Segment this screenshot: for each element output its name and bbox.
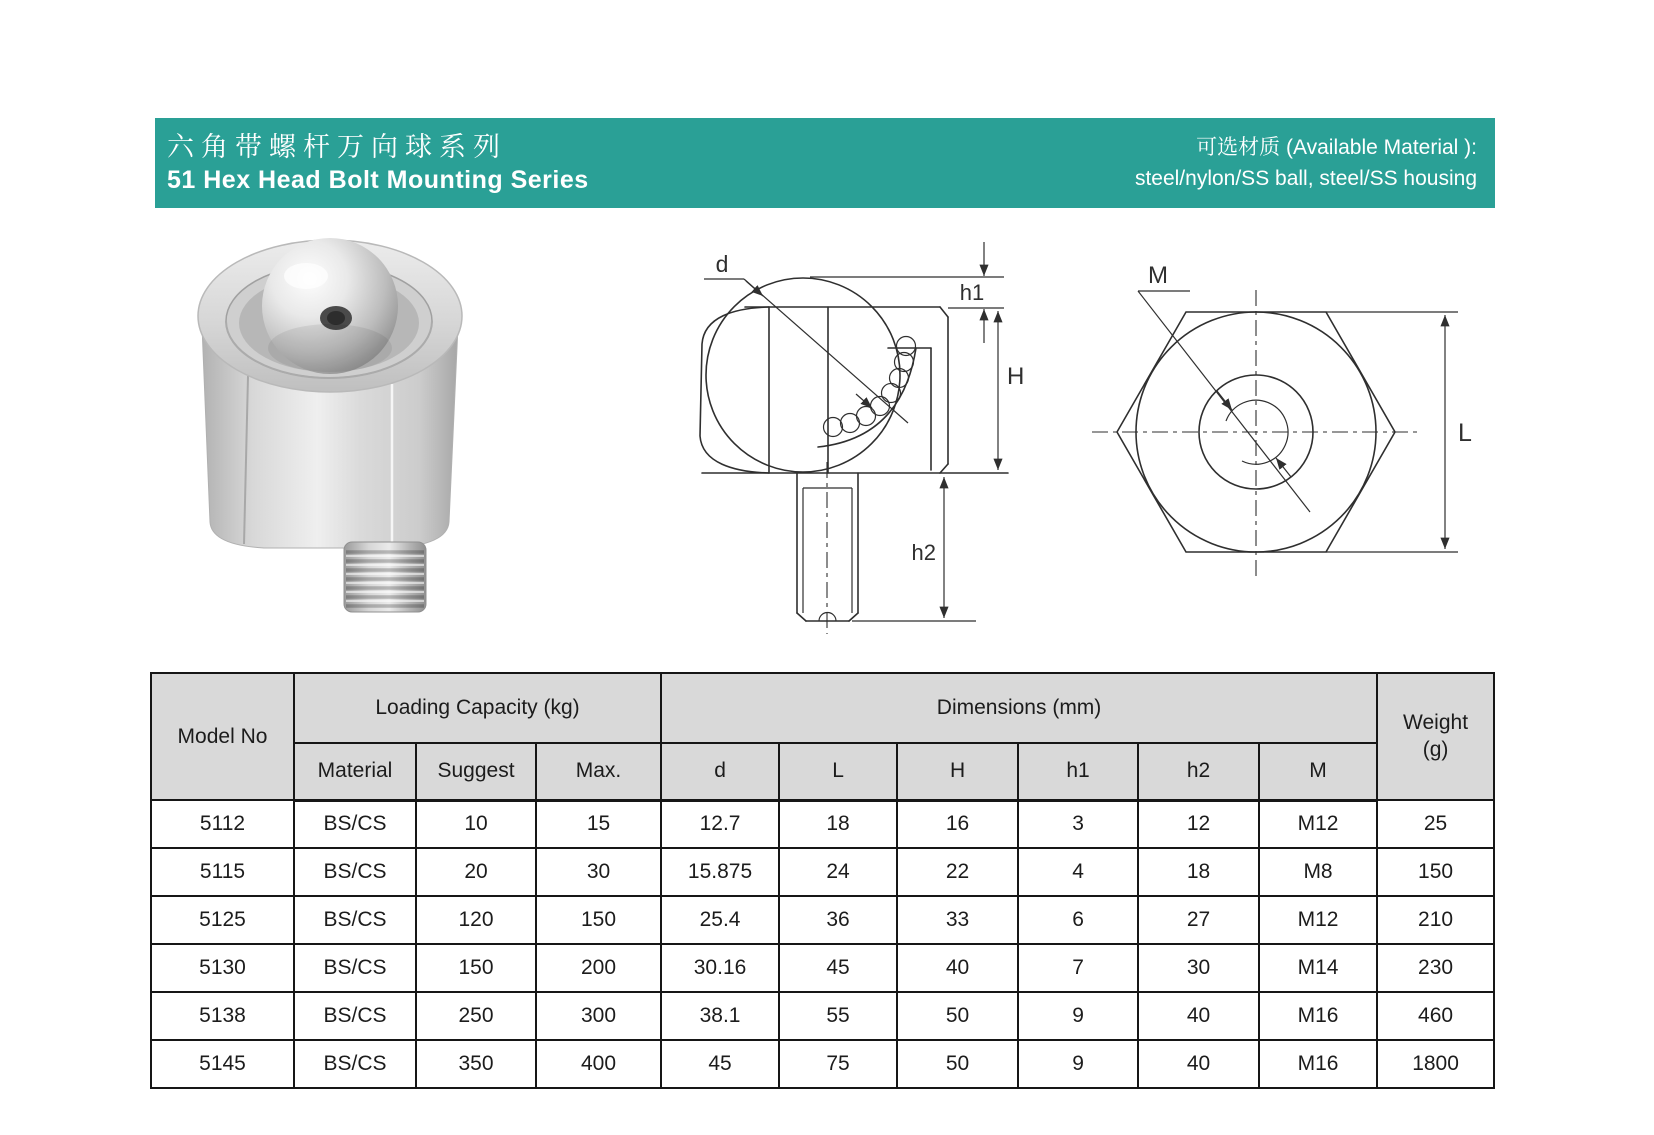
cell-suggest: 10 (416, 800, 536, 848)
cell-max: 150 (536, 896, 661, 944)
table-row (151, 944, 1494, 992)
header-L: L (779, 743, 897, 800)
photo-stud (344, 542, 426, 612)
header-h1: h1 (1018, 743, 1138, 800)
cell-h1: 6 (1018, 896, 1138, 944)
table-row (151, 896, 1494, 944)
cell-h1: 9 (1018, 992, 1138, 1040)
dim-label-d: d (715, 251, 729, 277)
cell-material: BS/CS (294, 896, 416, 944)
cell-h2: 40 (1138, 1040, 1259, 1088)
series-title-zh: 六角带螺杆万向球系列 (167, 131, 507, 162)
spec-table (150, 672, 1495, 1089)
cell-h1: 9 (1018, 1040, 1138, 1088)
dim-label-h2: h2 (911, 540, 936, 565)
series-titles (167, 132, 589, 195)
table-row (151, 992, 1494, 1040)
cell-d: 15.875 (661, 848, 779, 896)
cell-max: 30 (536, 848, 661, 896)
cell-h2: 30 (1138, 944, 1259, 992)
cell-d: 25.4 (661, 896, 779, 944)
cell-model: 5115 (151, 848, 294, 896)
top-view-drawing (1080, 250, 1510, 590)
cell-weight: 150 (1377, 848, 1494, 896)
cell-d: 30.16 (661, 944, 779, 992)
cell-M: M8 (1259, 848, 1377, 896)
cell-L: 24 (779, 848, 897, 896)
table-row (151, 1040, 1494, 1088)
header-d: d (661, 743, 779, 800)
dim-label-H: H (1007, 363, 1025, 390)
cell-material: BS/CS (294, 944, 416, 992)
cell-weight: 1800 (1377, 1040, 1494, 1088)
table-row (151, 848, 1494, 896)
cell-H: 16 (897, 800, 1018, 848)
dim-label-M: M (1148, 262, 1168, 289)
cell-model: 5145 (151, 1040, 294, 1088)
header-band (155, 118, 1495, 208)
header-weight-line2: (g) (1422, 737, 1449, 761)
cell-L: 55 (779, 992, 897, 1040)
material-label: 可选材质 (Available Material ): (1196, 136, 1477, 160)
cell-material: BS/CS (294, 992, 416, 1040)
product-photo (186, 226, 476, 621)
cell-h2: 12 (1138, 800, 1259, 848)
cell-weight: 460 (1377, 992, 1494, 1040)
cell-max: 300 (536, 992, 661, 1040)
cell-model: 5125 (151, 896, 294, 944)
material-value: steel/nylon/SS ball, steel/SS housing (1134, 166, 1477, 190)
cell-L: 75 (779, 1040, 897, 1088)
dim-label-L: L (1458, 419, 1472, 447)
cell-weight: 210 (1377, 896, 1494, 944)
cell-L: 45 (779, 944, 897, 992)
cell-L: 36 (779, 896, 897, 944)
cell-h1: 3 (1018, 800, 1138, 848)
cell-material: BS/CS (294, 800, 416, 848)
cell-h1: 7 (1018, 944, 1138, 992)
cell-suggest: 250 (416, 992, 536, 1040)
series-title-en: 51 Hex Head Bolt Mounting Series (167, 165, 589, 194)
cell-H: 50 (897, 992, 1018, 1040)
cell-H: 50 (897, 1040, 1018, 1088)
cell-suggest: 120 (416, 896, 536, 944)
dim-label-h1: h1 (959, 280, 985, 305)
cell-H: 40 (897, 944, 1018, 992)
cell-model: 5130 (151, 944, 294, 992)
cell-weight: 25 (1377, 800, 1494, 848)
cell-M: M16 (1259, 1040, 1377, 1088)
table-row (151, 800, 1494, 848)
cell-M: M16 (1259, 992, 1377, 1040)
cell-suggest: 350 (416, 1040, 536, 1088)
cell-h2: 40 (1138, 992, 1259, 1040)
cell-material: BS/CS (294, 1040, 416, 1088)
header-max: Max. (536, 743, 661, 800)
cell-M: M14 (1259, 944, 1377, 992)
cell-weight: 230 (1377, 944, 1494, 992)
header-M: M (1259, 743, 1377, 800)
cell-model: 5138 (151, 992, 294, 1040)
header-suggest: Suggest (416, 743, 536, 800)
cell-suggest: 20 (416, 848, 536, 896)
cell-H: 22 (897, 848, 1018, 896)
header-loading-capacity: Loading Capacity (kg) (294, 673, 661, 743)
cell-L: 18 (779, 800, 897, 848)
cell-suggest: 150 (416, 944, 536, 992)
cell-d: 12.7 (661, 800, 779, 848)
cell-model: 5112 (151, 800, 294, 848)
cell-material: BS/CS (294, 848, 416, 896)
header-h2: h2 (1138, 743, 1259, 800)
header-model-no: Model No (151, 673, 294, 800)
cell-M: M12 (1259, 800, 1377, 848)
table-body (151, 800, 1494, 1088)
cell-h2: 27 (1138, 896, 1259, 944)
cell-max: 400 (536, 1040, 661, 1088)
header-material: Material (294, 743, 416, 800)
cell-d: 38.1 (661, 992, 779, 1040)
cell-max: 200 (536, 944, 661, 992)
cell-H: 33 (897, 896, 1018, 944)
small-balls (824, 337, 916, 437)
header-H: H (897, 743, 1018, 800)
cell-max: 15 (536, 800, 661, 848)
cell-h2: 18 (1138, 848, 1259, 896)
cell-M: M12 (1259, 896, 1377, 944)
cell-h1: 4 (1018, 848, 1138, 896)
header-weight-line1: Weight (1403, 711, 1469, 735)
section-view-drawing (690, 230, 1025, 642)
header-dimensions: Dimensions (mm) (661, 673, 1377, 743)
cell-d: 45 (661, 1040, 779, 1088)
available-materials (1135, 134, 1477, 192)
header-weight (1377, 673, 1494, 800)
